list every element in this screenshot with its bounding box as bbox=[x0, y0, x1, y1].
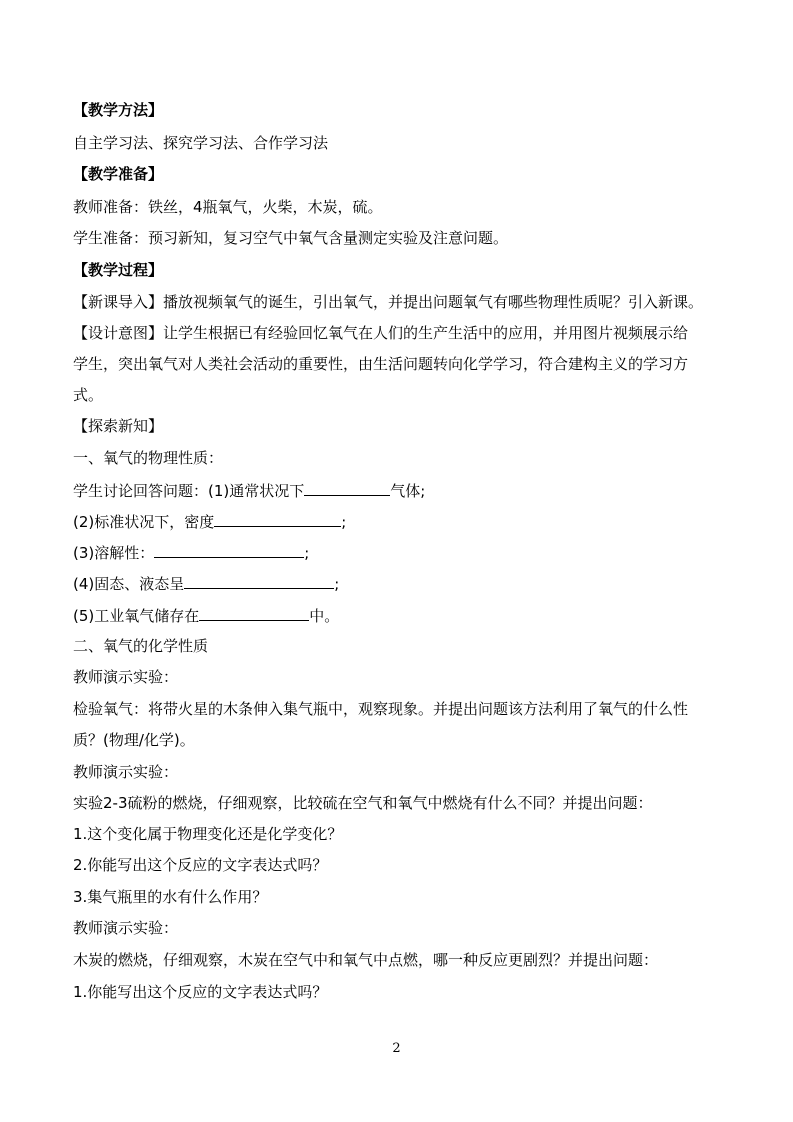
method-heading: 【教学方法】 bbox=[73, 101, 164, 119]
question-4-prefix: (4)固态、液态呈 bbox=[73, 575, 185, 593]
question-2-suffix: ; bbox=[341, 513, 347, 531]
demo-label-2: 教师演示实验： bbox=[73, 763, 179, 781]
check-line-1: 检验氧气：将带火星的木条伸入集气瓶中，观察现象。并提出问题该方法利用了氧气的什么性 bbox=[73, 700, 689, 718]
question-3 bbox=[73, 542, 309, 563]
question-2-prefix: (2)标准状况下，密度 bbox=[73, 513, 215, 531]
answer-blank-4[interactable] bbox=[184, 573, 334, 589]
question-3-suffix: ; bbox=[304, 544, 310, 562]
intro-paragraph: 【新课导入】播放视频氧气的诞生，引出氧气，并提出问题氧气有哪些物理性质呢？引入新课。 bbox=[73, 293, 704, 311]
demo-label-3: 教师演示实验： bbox=[73, 919, 179, 937]
demo-label-1: 教师演示实验： bbox=[73, 668, 179, 686]
answer-blank-1[interactable] bbox=[304, 480, 390, 496]
sulfur-question-2: 2.你能写出这个反应的文字表达式吗？ bbox=[73, 856, 328, 874]
design-line-1: 【设计意图】让学生根据已有经验回忆氧气在人们的生产生活中的应用，并用图片视频展示给 bbox=[73, 324, 689, 342]
question-4 bbox=[73, 573, 339, 594]
prep-teacher: 教师准备：铁丝，4瓶氧气，火柴，木炭，硫。 bbox=[73, 198, 383, 216]
sulfur-experiment: 实验2-3硫粉的燃烧，仔细观察，比较硫在空气和氧气中燃烧有什么不同？并提出问题： bbox=[73, 794, 653, 812]
question-5-suffix: 中。 bbox=[309, 607, 340, 625]
question-1 bbox=[73, 480, 425, 501]
method-text: 自主学习法、探究学习法、合作学习法 bbox=[73, 134, 329, 152]
sulfur-question-3: 3.集气瓶里的水有什么作用？ bbox=[73, 888, 268, 906]
process-heading: 【教学过程】 bbox=[73, 261, 164, 279]
answer-blank-3[interactable] bbox=[154, 542, 304, 558]
question-1-suffix: 气体; bbox=[390, 482, 426, 500]
chemical-heading: 二、氧气的化学性质 bbox=[73, 637, 209, 655]
design-line-3: 式。 bbox=[73, 386, 104, 404]
answer-blank-5[interactable] bbox=[199, 605, 309, 621]
question-4-suffix: ; bbox=[334, 575, 340, 593]
charcoal-experiment: 木炭的燃烧，仔细观察，木炭在空气中和氧气中点燃，哪一种反应更剧烈？并提出问题： bbox=[73, 951, 659, 969]
charcoal-question-1: 1.你能写出这个反应的文字表达式吗？ bbox=[73, 983, 328, 1001]
question-5-prefix: (5)工业氧气储存在 bbox=[73, 607, 200, 625]
physical-heading: 一、氧气的物理性质： bbox=[73, 449, 224, 467]
page-number: 2 bbox=[392, 1041, 401, 1056]
design-line-2: 学生，突出氧气对人类社会活动的重要性，由生活问题转向化学学习，符合建构主义的学习方 bbox=[73, 355, 689, 373]
check-line-2: 质？(物理/化学)。 bbox=[73, 731, 195, 749]
question-2 bbox=[73, 511, 346, 532]
question-5 bbox=[73, 605, 339, 626]
explore-heading: 【探索新知】 bbox=[73, 417, 164, 435]
answer-blank-2[interactable] bbox=[214, 511, 341, 527]
question-1-prefix: 学生讨论回答问题：(1)通常状况下 bbox=[73, 482, 305, 500]
question-3-prefix: (3)溶解性： bbox=[73, 544, 155, 562]
sulfur-question-1: 1.这个变化属于物理变化还是化学变化？ bbox=[73, 825, 343, 843]
prep-heading: 【教学准备】 bbox=[73, 165, 164, 183]
prep-student: 学生准备：预习新知，复习空气中氧气含量测定实验及注意问题。 bbox=[73, 229, 509, 247]
